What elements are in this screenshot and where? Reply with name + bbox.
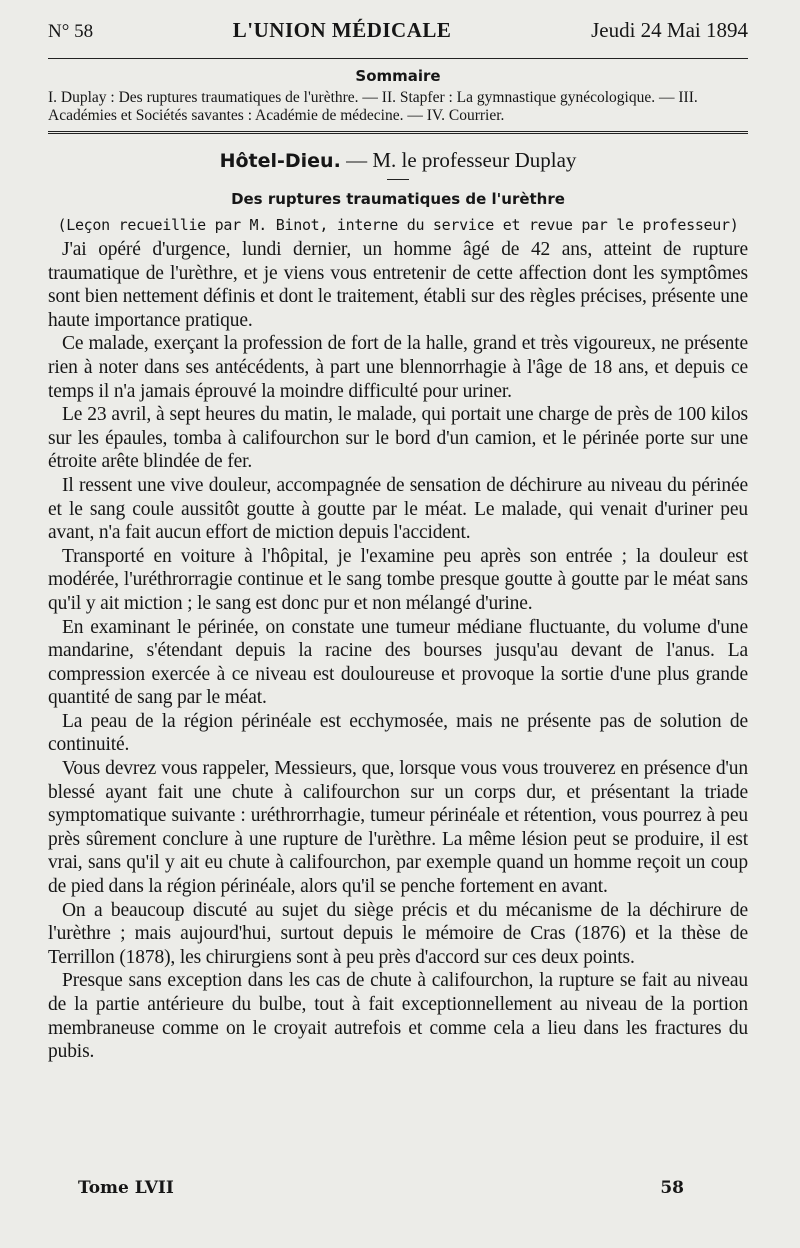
professor-name: M. le professeur Duplay	[372, 148, 577, 172]
issue-number: N° 58	[48, 21, 94, 42]
paragraph: Transporté en voiture à l'hôpital, je l'examine peu après son entrée ; la douleur est modérée, l'uréthrorragie continue et le sang tombe presque goutte à goutte par le méat sans qu'il y ait miction ; le sang est donc pur et non mélangé d'urine.	[48, 545, 748, 614]
lecture-title: Des ruptures traumatiques de l'urèthre	[231, 190, 565, 208]
journal-title: L'UNION MÉDICALE	[232, 18, 452, 42]
clinic-heading	[48, 148, 748, 173]
hospital-name: Hôtel-Dieu.	[219, 150, 341, 172]
volume-label: Tome LVII	[78, 1178, 174, 1198]
paragraph: Vous devrez vous rappeler, Messieurs, que, lorsque vous vous trouverez en présence d'un blessé ayant fait une chute à califourchon sur un corps dur, et présentant la triade symptomatique suivante : uréthrorrhagie, tumeur périnéale et rétention, vous pourrez à peu près sûrement conclure à une rupture de l'urèthre. La même lésion peut se produire, il est vrai, sans qu'il y ait eu chute à califourchon, par exemple quand un homme reçoit un coup de pied dans la région périnéale, alors qu'il se penche fortement en avant.	[48, 758, 748, 898]
paragraph: En examinant le périnée, on constate une tumeur médiane fluctuante, du volume d'une mandarine, s'étendant depuis la racine des bourses jusqu'au devant de l'anus. La compression exercée à ce niveau est douloureuse et provoque la sortie d'une plus grande quantité de sang par le méat.	[48, 616, 748, 709]
summary-title: Sommaire	[355, 67, 441, 85]
summary-rule	[48, 131, 748, 134]
lecture-subtitle: (Leçon recueillie par M. Binot, interne du service et revue par le professeur)	[57, 216, 739, 234]
paragraph: On a beaucoup discuté au sujet du siège précis et du mécanisme de la déchirure de l'urèthre ; mais aujourd'hui, surtout depuis le mémoire de Cras (1876) et la thèse de Terrillon (1878), les chirurgiens sont à peu près d'accord sur ces deux points.	[48, 899, 748, 968]
heading-dash: —	[346, 148, 368, 172]
page-number: 58	[660, 1178, 684, 1198]
paragraph: J'ai opéré d'urgence, lundi dernier, un homme âgé de 42 ans, atteint de rupture traumatique de l'urèthre, et je viens vous entretenir de cette affection dont les symptômes sont bien nettement définis et dont le traitement, établi sur des règles précises, présente une haute importance pratique.	[48, 239, 748, 331]
article-body	[48, 238, 748, 1064]
issue-date: Jeudi 24 Mai 1894	[591, 18, 748, 42]
page-footer	[78, 1178, 684, 1198]
heading-separator	[387, 179, 409, 180]
paragraph: Le 23 avril, à sept heures du matin, le malade, qui portait une charge de près de 100 kilos sur les épaules, tomba à califourchon sur le bord d'un camion, et le périnée porte sur une étroite arête blindée de fer.	[48, 404, 748, 473]
paragraph: La peau de la région périnéale est ecchymosée, mais ne présente pas de solution de continuité.	[48, 710, 748, 756]
header-rule	[48, 58, 748, 59]
paragraph: Il ressent une vive douleur, accompagnée de sensation de déchirure au niveau du périnée et le sang coule aussitôt goutte à goutte par le méat. Le malade, qui venait d'uriner peu avant, n'a fait aucun effort de miction depuis l'accident.	[48, 474, 748, 544]
paragraph: Presque sans exception dans les cas de chute à califourchon, la rupture se fait au niveau de la partie antérieure du bulbe, tout à fait exceptionnellement au niveau de la portion membraneuse comme on le croyait autrefois et comme cela a lieu dans les fractures du pubis.	[48, 970, 748, 1063]
paragraph: Ce malade, exerçant la profession de fort de la halle, grand et très vigoureux, ne présente rien à noter dans ses antécédents, à part une blennorrhagie à l'âge de 18 ans, et depuis ce temps il n'a jamais éprouvé la moindre difficulté pour uriner.	[48, 333, 748, 402]
page-header	[48, 18, 748, 52]
summary-text: I. Duplay : Des ruptures traumatiques de l'urèthre. — II. Stapfer : La gymnastique gynécologique. — III. Académies et Sociétés savantes : Académie de médecine. — IV. Courrier.	[48, 89, 698, 124]
